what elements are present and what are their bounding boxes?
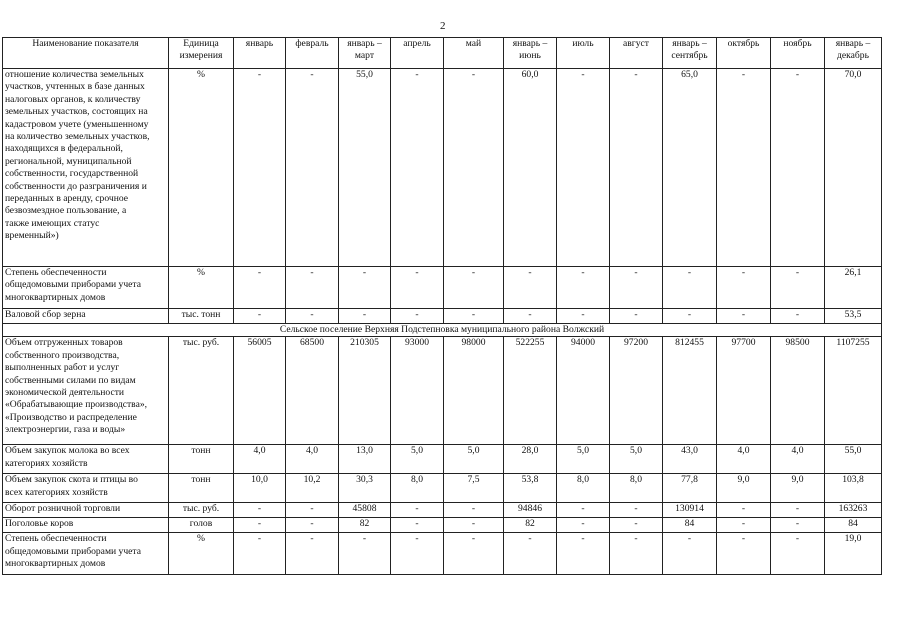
value-cell: -	[444, 533, 504, 575]
table-row	[3, 69, 882, 267]
value-cell: -	[286, 533, 339, 575]
value-cell: 55,0	[339, 69, 391, 267]
unit-cell: тыс. руб.	[169, 503, 234, 518]
value-cell: -	[286, 69, 339, 267]
value-cell: -	[504, 533, 557, 575]
value-cell: -	[663, 267, 717, 309]
section-block	[3, 324, 882, 337]
value-cell: 93000	[391, 337, 444, 445]
value-cell: 130914	[663, 503, 717, 518]
unit-cell: тонн	[169, 474, 234, 503]
value-cell: -	[771, 309, 825, 324]
value-cell: 522255	[504, 337, 557, 445]
value-cell: -	[444, 518, 504, 533]
table-row	[3, 503, 882, 518]
section-title: Сельское поселение Верхняя Подстепновка муниципального района Волжский	[3, 324, 882, 337]
value-cell: 10,0	[234, 474, 286, 503]
value-cell: 84	[825, 518, 882, 533]
indicator-name: Объем закупок скота и птицы во всех категориях хозяйств	[3, 474, 169, 503]
value-cell: -	[610, 518, 663, 533]
value-cell: -	[234, 503, 286, 518]
value-cell: 84	[663, 518, 717, 533]
table-row	[3, 474, 882, 503]
value-cell: -	[557, 267, 610, 309]
value-cell: 9,0	[717, 474, 771, 503]
value-cell: 5,0	[557, 445, 610, 474]
unit-cell: %	[169, 533, 234, 575]
value-cell: -	[663, 309, 717, 324]
table-body-settlement	[3, 337, 882, 575]
header-unit: Единица измерения	[169, 38, 234, 69]
value-cell: -	[557, 503, 610, 518]
value-cell: 8,0	[557, 474, 610, 503]
value-cell: 28,0	[504, 445, 557, 474]
value-cell: 812455	[663, 337, 717, 445]
value-cell: -	[717, 267, 771, 309]
value-cell: -	[391, 69, 444, 267]
value-cell: 65,0	[663, 69, 717, 267]
value-cell: 13,0	[339, 445, 391, 474]
table-row	[3, 533, 882, 575]
indicator-name: Валовой сбор зерна	[3, 309, 169, 324]
value-cell: -	[444, 309, 504, 324]
value-cell: -	[717, 518, 771, 533]
value-cell: -	[339, 309, 391, 324]
table-row	[3, 337, 882, 445]
value-cell: -	[234, 267, 286, 309]
unit-cell: голов	[169, 518, 234, 533]
value-cell: 10,2	[286, 474, 339, 503]
value-cell: -	[610, 309, 663, 324]
value-cell: 45808	[339, 503, 391, 518]
indicator-name: Поголовье коров	[3, 518, 169, 533]
table-row	[3, 267, 882, 309]
header-period: май	[444, 38, 504, 69]
unit-cell: %	[169, 267, 234, 309]
value-cell: 60,0	[504, 69, 557, 267]
indicator-name: Степень обеспеченности общедомовыми приборами учета многоквартирных домов	[3, 533, 169, 575]
header-period: ноябрь	[771, 38, 825, 69]
value-cell: -	[286, 309, 339, 324]
value-cell: 82	[339, 518, 391, 533]
value-cell: -	[717, 309, 771, 324]
indicator-name: отношение количества земельных участков, учтенных в базе данных налоговых органов, к количеству земельных участков, состоящих на кадастровом учете (уменьшенному на количество земельных участков, находящихся в федеральной, региональной, муниципальной собственности, государственной собственности до разграничения и переданных в аренду, срочное безвозмездное пользование, а также имеющих статус временный»)	[3, 69, 169, 267]
header-indicator-name: Наименование показателя	[3, 38, 169, 69]
value-cell: 97700	[717, 337, 771, 445]
value-cell: 94846	[504, 503, 557, 518]
unit-cell: тыс. тонн	[169, 309, 234, 324]
value-cell: -	[286, 267, 339, 309]
value-cell: -	[234, 533, 286, 575]
value-cell: -	[444, 503, 504, 518]
unit-cell: тонн	[169, 445, 234, 474]
header-period: январь – сентябрь	[663, 38, 717, 69]
page-number: 2	[440, 20, 446, 32]
unit-cell: %	[169, 69, 234, 267]
value-cell: -	[717, 69, 771, 267]
value-cell: -	[339, 267, 391, 309]
table-row	[3, 518, 882, 533]
value-cell: 82	[504, 518, 557, 533]
value-cell: 5,0	[610, 445, 663, 474]
value-cell: 98000	[444, 337, 504, 445]
indicator-name: Объем закупок молока во всех категориях хозяйств	[3, 445, 169, 474]
value-cell: 8,0	[610, 474, 663, 503]
value-cell: -	[771, 533, 825, 575]
value-cell: -	[234, 518, 286, 533]
header-period: апрель	[391, 38, 444, 69]
value-cell: 55,0	[825, 445, 882, 474]
value-cell: -	[717, 503, 771, 518]
value-cell: -	[663, 533, 717, 575]
table-row	[3, 445, 882, 474]
value-cell: -	[771, 267, 825, 309]
value-cell: 4,0	[286, 445, 339, 474]
value-cell: 53,5	[825, 309, 882, 324]
header-period: январь – декабрь	[825, 38, 882, 69]
value-cell: -	[610, 267, 663, 309]
value-cell: -	[444, 267, 504, 309]
value-cell: -	[391, 503, 444, 518]
header-period: август	[610, 38, 663, 69]
table-body-top	[3, 69, 882, 324]
value-cell: 56005	[234, 337, 286, 445]
value-cell: 103,8	[825, 474, 882, 503]
indicator-table	[2, 37, 882, 575]
value-cell: 98500	[771, 337, 825, 445]
value-cell: -	[234, 309, 286, 324]
value-cell: -	[771, 503, 825, 518]
table-header	[3, 38, 882, 69]
header-period: январь – июнь	[504, 38, 557, 69]
indicator-name: Степень обеспеченности общедомовыми приборами учета многоквартирных домов	[3, 267, 169, 309]
value-cell: 5,0	[391, 445, 444, 474]
value-cell: -	[444, 69, 504, 267]
value-cell: -	[610, 533, 663, 575]
value-cell: 210305	[339, 337, 391, 445]
header-period: февраль	[286, 38, 339, 69]
header-period: октябрь	[717, 38, 771, 69]
value-cell: -	[557, 69, 610, 267]
header-period: январь – март	[339, 38, 391, 69]
value-cell: 70,0	[825, 69, 882, 267]
indicator-name: Объем отгруженных товаров собственного производства, выполненных работ и услуг собственными силами по видам экономической деятельности «Обрабатывающие производства», «Производство и распределение электроэнергии, газа и воды»	[3, 337, 169, 445]
header-period: июль	[557, 38, 610, 69]
value-cell: 19,0	[825, 533, 882, 575]
value-cell: 30,3	[339, 474, 391, 503]
value-cell: -	[391, 309, 444, 324]
value-cell: 5,0	[444, 445, 504, 474]
value-cell: 4,0	[771, 445, 825, 474]
value-cell: -	[557, 518, 610, 533]
value-cell: -	[771, 518, 825, 533]
value-cell: 77,8	[663, 474, 717, 503]
value-cell: 26,1	[825, 267, 882, 309]
value-cell: 4,0	[234, 445, 286, 474]
value-cell: 7,5	[444, 474, 504, 503]
value-cell: -	[234, 69, 286, 267]
value-cell: 1107255	[825, 337, 882, 445]
table-row	[3, 309, 882, 324]
value-cell: -	[391, 533, 444, 575]
value-cell: 43,0	[663, 445, 717, 474]
unit-cell: тыс. руб.	[169, 337, 234, 445]
value-cell: 8,0	[391, 474, 444, 503]
value-cell: 163263	[825, 503, 882, 518]
value-cell: 4,0	[717, 445, 771, 474]
value-cell: -	[717, 533, 771, 575]
value-cell: -	[504, 309, 557, 324]
value-cell: -	[286, 503, 339, 518]
value-cell: 53,8	[504, 474, 557, 503]
value-cell: -	[391, 267, 444, 309]
value-cell: 68500	[286, 337, 339, 445]
value-cell: 97200	[610, 337, 663, 445]
value-cell: -	[339, 533, 391, 575]
value-cell: -	[771, 69, 825, 267]
value-cell: -	[391, 518, 444, 533]
value-cell: -	[610, 69, 663, 267]
value-cell: -	[504, 267, 557, 309]
indicator-name: Оборот розничной торговли	[3, 503, 169, 518]
value-cell: -	[557, 533, 610, 575]
value-cell: 9,0	[771, 474, 825, 503]
value-cell: -	[557, 309, 610, 324]
header-period: январь	[234, 38, 286, 69]
value-cell: -	[610, 503, 663, 518]
value-cell: 94000	[557, 337, 610, 445]
value-cell: -	[286, 518, 339, 533]
